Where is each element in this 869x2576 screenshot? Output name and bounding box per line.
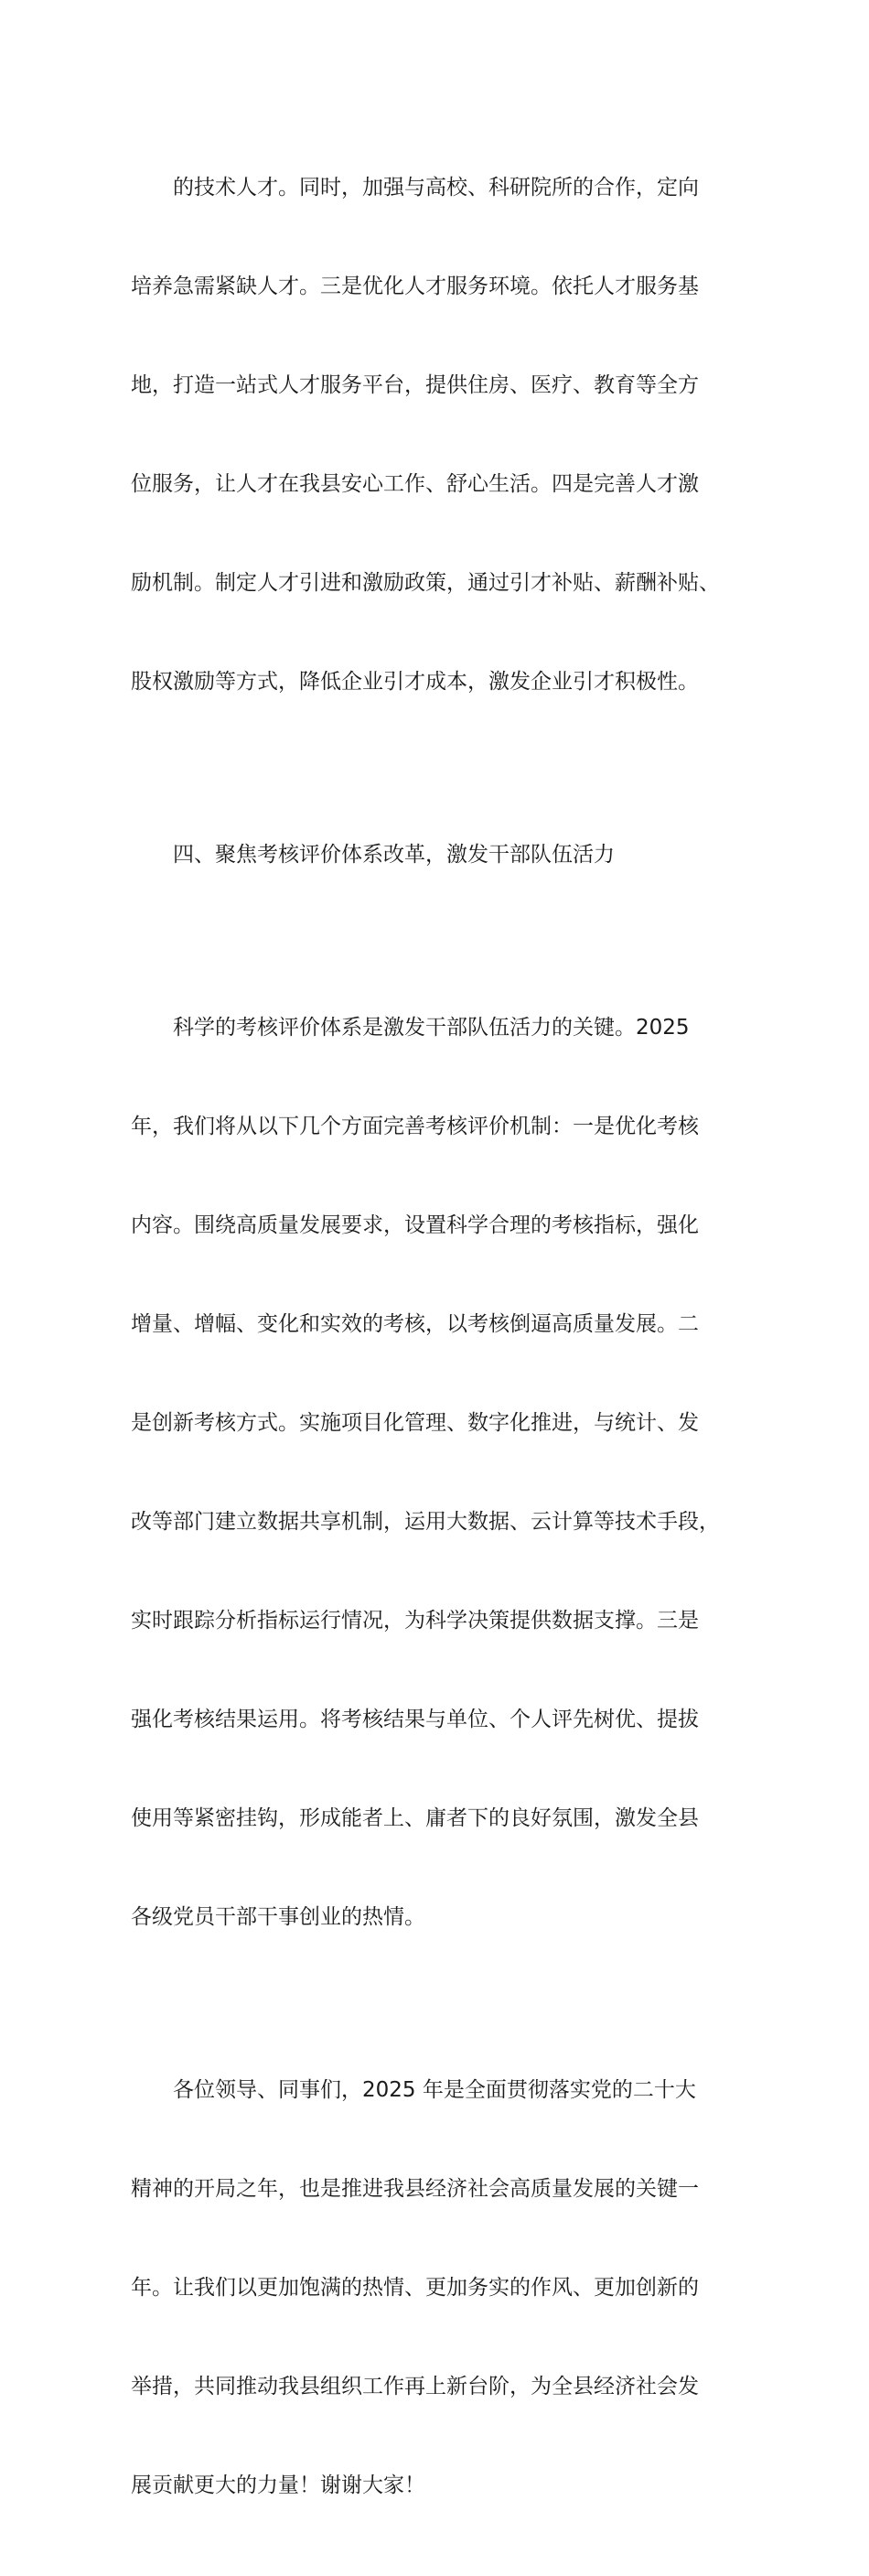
document-body xyxy=(131,105,762,2576)
paragraph-talent-measures xyxy=(131,105,762,764)
text-line: 展贡献更大的力量！谢谢大家！ xyxy=(131,2474,425,2497)
text-line: 内容。围绕高质量发展要求，设置科学合理的考核指标，强化 xyxy=(131,1213,699,1237)
text-line: 股权激励等方式，降低企业引才成本，激发企业引才积极性。 xyxy=(131,670,699,694)
text-line: 使用等紧密挂钩，形成能者上、庸者下的良好氛围，激发全县 xyxy=(131,1806,699,1830)
text-line: 增量、增幅、变化和实效的考核，以考核倒逼高质量发展。二 xyxy=(131,1312,699,1336)
section-heading xyxy=(131,772,762,937)
text-line: 地，打造一站式人才服务平台，提供住房、医疗、教育等全方 xyxy=(131,373,699,397)
text-line: 位服务，让人才在我县安心工作、舒心生活。四是完善人才激 xyxy=(131,472,699,496)
text-line: 年，我们将从以下几个方面完善考核评价机制：一是优化考核 xyxy=(131,1115,699,1138)
text-line: 举措，共同推动我县组织工作再上新台阶，为全县经济社会发 xyxy=(131,2375,699,2398)
text-line: 实时跟踪分析指标运行情况，为科学决策提供数据支撑。三是 xyxy=(131,1609,699,1633)
text-line: 培养急需紧缺人才。三是优化人才服务环境。依托人才服务基 xyxy=(131,275,699,298)
text-line: 强化考核结果运用。将考核结果与单位、个人评先树优、提拔 xyxy=(131,1708,699,1731)
text-line: 科学的考核评价体系是激发干部队伍活力的关键。2025 xyxy=(173,1016,690,1040)
paragraph-closing xyxy=(131,2008,762,2568)
text-line: 励机制。制定人才引进和激励政策，通过引才补贴、薪酬补贴、 xyxy=(131,571,720,595)
text-line: 的技术人才。同时，加强与高校、科研院所的合作，定向 xyxy=(173,176,699,199)
text-line: 改等部门建立数据共享机制，运用大数据、云计算等技术手段， xyxy=(131,1510,720,1534)
text-line: 年。让我们以更加饱满的热情、更加务实的作风、更加创新的 xyxy=(131,2276,699,2300)
heading-line: 四、聚焦考核评价体系改革，激发干部队伍活力 xyxy=(173,843,615,867)
paragraph-evaluation-reform xyxy=(131,945,762,1999)
text-line: 各位领导、同事们，2025 年是全面贯彻落实党的二十大 xyxy=(173,2078,696,2102)
text-line: 精神的开局之年，也是推进我县经济社会高质量发展的关键一 xyxy=(131,2177,699,2201)
text-line: 是创新考核方式。实施项目化管理、数字化推进，与统计、发 xyxy=(131,1411,699,1435)
text-line: 各级党员干部干事创业的热情。 xyxy=(131,1905,425,1929)
